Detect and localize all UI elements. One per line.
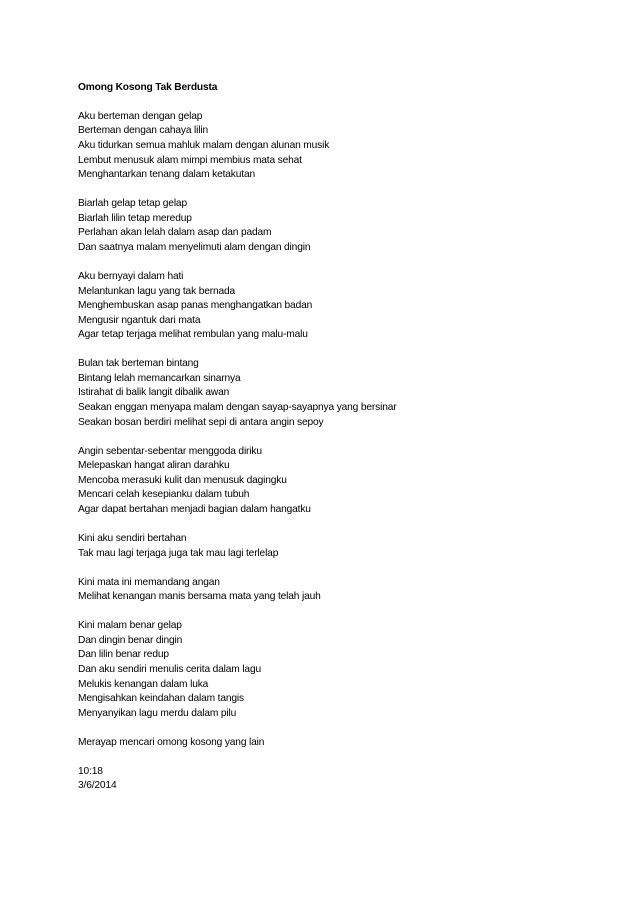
poem-line: Dan lilin benar redup (78, 649, 169, 661)
poem-line: Menyanyikan lagu merdu dalam pilu (78, 707, 237, 719)
poem-line: Perlahan akan lelah dalam asap dan padam (78, 227, 272, 239)
stanza (78, 270, 598, 343)
poem-meta (78, 765, 598, 794)
poem-line: Berteman dengan cahaya lilin (78, 125, 209, 137)
stanza (78, 576, 598, 605)
poem-line: Menghantarkan tenang dalam ketakutan (78, 169, 255, 181)
stanza (78, 110, 598, 183)
poem-line: Dan saatnya malam menyelimuti alam dengan dingin (78, 241, 311, 253)
poem-title: Omong Kosong Tak Berdusta (78, 82, 218, 93)
poem-line: Merayap mencari omong kosong yang lain (78, 736, 265, 748)
poem-line: Kini mata ini memandang angan (78, 576, 220, 588)
stanza (78, 197, 598, 255)
poem-line: Tak mau lagi terjaga juga tak mau lagi terlelap (78, 547, 279, 559)
poem-line: Melepaskan hangat aliran darahku (78, 460, 230, 472)
poem-line: Seakan bosan berdiri melihat sepi di antara angin sepoy (78, 416, 324, 428)
poem-line: Biarlah gelap tetap gelap (78, 198, 187, 210)
poem-time: 10:18 (78, 765, 103, 777)
poem-line: Mencoba merasuki kulit dan menusuk dagingku (78, 474, 287, 486)
poem-line: Mencari celah kesepianku dalam tubuh (78, 489, 250, 501)
poem-date: 3/6/2014 (78, 780, 117, 792)
stanza (78, 736, 598, 751)
poem-line: Agar dapat bertahan menjadi bagian dalam hangatku (78, 504, 311, 515)
poem-line: Kini malam benar gelap (78, 620, 182, 632)
poem-line: Menghembuskan asap panas menghangatkan badan (78, 300, 313, 312)
poem-line: Biarlah lilin tetap meredup (78, 212, 192, 224)
poem-line: Melihat kenangan manis bersama mata yang telah jauh (78, 591, 321, 603)
stanza (78, 357, 598, 430)
poem-stanzas (78, 110, 598, 751)
poem-line: Agar tetap terjaga melihat rembulan yang malu-malu (78, 329, 308, 341)
poem-line: Melantunkan lagu yang tak bernada (78, 285, 236, 297)
poem-line: Istirahat di balik langit dibalik awan (78, 387, 230, 399)
poem-line: Melukis kenangan dalam luka (78, 678, 209, 690)
poem-line: Angin sebentar-sebentar menggoda diriku (78, 445, 262, 457)
poem-line: Aku berteman dengan gelap (78, 110, 203, 122)
poem-line: Mengisahkan keindahan dalam tangis (78, 693, 244, 705)
poem-line: Dan aku sendiri menulis cerita dalam lagu (78, 663, 261, 675)
poem-line: Mengusir ngantuk dari mata (78, 314, 201, 326)
poem-line: Aku tidurkan semua mahluk malam dengan alunan musik (78, 139, 330, 151)
poem-line: Bintang lelah memancarkan sinarnya (78, 372, 241, 384)
stanza (78, 445, 598, 518)
poem-line: Dan dingin benar dingin (78, 634, 183, 646)
poem-line: Seakan enggan menyapa malam dengan sayap-sayapnya yang bersinar (78, 402, 397, 414)
poem-line: Lembut menusuk alam mimpi membius mata sehat (78, 154, 302, 166)
poem-line: Aku bernyayi dalam hati (78, 270, 184, 282)
poem-line: Kini aku sendiri bertahan (78, 532, 187, 544)
stanza (78, 532, 598, 561)
poem-body (78, 81, 598, 794)
poem-line: Bulan tak berteman bintang (78, 358, 199, 370)
stanza (78, 619, 598, 721)
